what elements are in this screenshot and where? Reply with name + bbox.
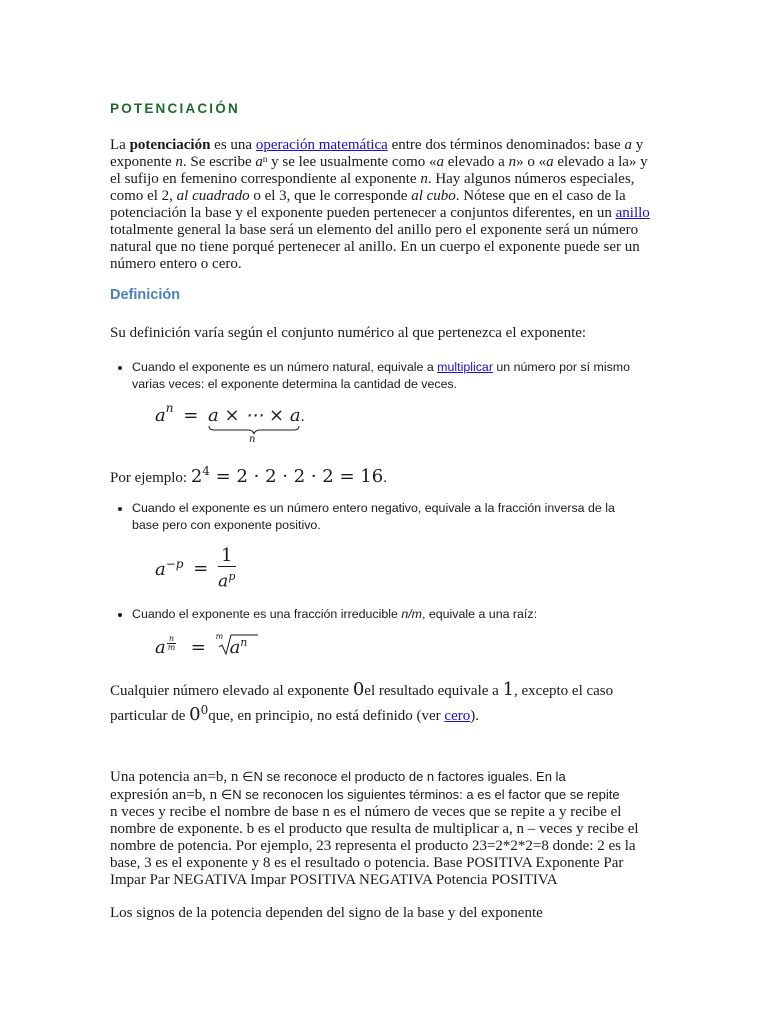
formula-natural-power: $a^n = a$ × ⋯ × a n . xyxy=(155,401,305,445)
bullet-dot xyxy=(118,507,122,511)
list-item-natural-exponent: Cuando el exponente es un número natural, equivale a multiplicar un número por sí mismo varias veces: el exponente determina la cantidad de veces. xyxy=(132,359,632,393)
signos-paragraph: Los signos de la potencia dependen del signo de la base y del exponente xyxy=(110,905,543,921)
zero-exponent-paragraph: Cualquier número elevado al exponente 0el resultado equivale a 1, excepto el caso particular de $0^0que$, en principio, no está definido (ver cero). xyxy=(110,679,614,725)
link-anillo[interactable]: anillo xyxy=(615,205,650,221)
bullet-dot xyxy=(118,613,122,617)
bullet-dot xyxy=(118,366,122,370)
link-operacion-matematica[interactable]: operación matemática xyxy=(255,137,388,153)
definition-lead: Su definición varía según el conjunto numérico al que pertenezca el exponente: xyxy=(110,325,587,341)
section-heading-definicion: Definición xyxy=(110,287,181,303)
example-line: Por ejemplo: $2^4 = 2 \cdot 2 \cdot 2 \cdot 2 = 16$. xyxy=(110,464,387,487)
link-multiplicar[interactable]: multiplicar xyxy=(437,360,493,374)
radical-sign xyxy=(218,633,258,657)
formula-negative-power: $a^{-p}$ = $\frac{1}{a^p}$ xyxy=(155,545,236,592)
formula-fraction-power: a n m = m $a^n$ xyxy=(155,636,247,666)
page-title: POTENCIACIÓN xyxy=(110,101,240,116)
list-item-fraction-exponent: Cuando el exponente es una fracción irreducible n/m, equivale a una raíz: xyxy=(132,606,632,623)
link-cero[interactable]: cero xyxy=(444,708,471,724)
potencia-paragraph: Una potencia an=b, n ∈N se reconoce el producto de n factores iguales. En la expresión an=b, n ∈N se reconocen los siguientes términos: a es el factor que se repite n veces y recibe el nombre de base n es el número de veces que se repite a y recibe el nombre de exponente. b es el producto que resulta de multiplicar a, n – veces y recibe el nombre de potencia. Por ejemplo, 23 representa el producto 23=2*2*2=8 donde: 2 es la base, 3 es el exponente y 8 es el resultado o potencia. Base POSITIVA Exponente Par Impar Par NEGATIVA Impar POSITIVA NEGATIVA Potencia POSITIVA xyxy=(110,769,639,888)
list-item-negative-exponent: Cuando el exponente es un número entero negativo, equivale a la fracción inversa de la base pero con exponente positivo. xyxy=(132,500,632,534)
intro-paragraph: La potenciación es una operación matemática entre dos términos denominados: base a y exponente n. Se escribe $a^n$ y se lee usualmente como «a elevado a n» o «a elevado a la» y el sufijo en femenino correspondiente al exponente n. Hay algunos números especiales, como el 2, al cuadrado o el 3, que le corresponde al cubo. Nótese que en el caso de la potenciación la base y el exponente pueden pertenecer a conjuntos diferentes, en un anillo totalmente general la base será un elemento del anillo pero el exponente será un número natural que no tiene porqué pertenecer al anillo. En un cuerpo el exponente puede ser un número entero o cero. xyxy=(110,137,650,272)
